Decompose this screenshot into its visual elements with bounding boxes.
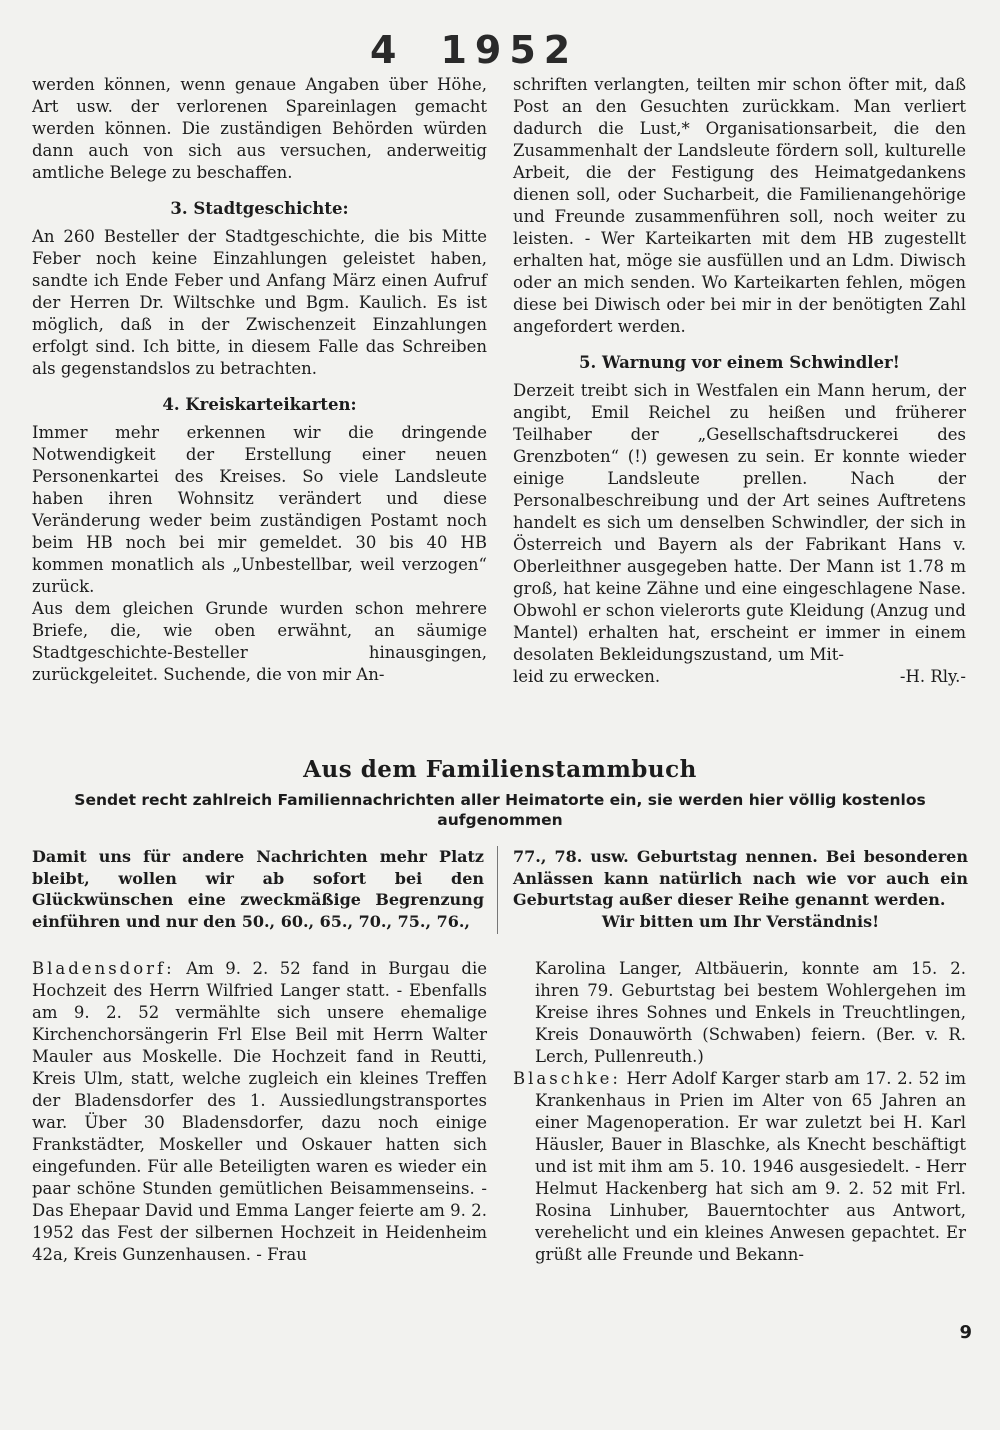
place-name-blaschke: Blaschke: <box>513 1069 621 1088</box>
entry-blaschke <box>513 1068 966 1266</box>
right-column-top <box>513 74 966 688</box>
notice-thanks: Wir bitten um Ihr Verständnis! <box>601 911 880 931</box>
column-divider <box>497 846 498 934</box>
issue-year: 1952 <box>440 28 579 72</box>
paragraph-warnung-end: leid zu erwecken. <box>513 667 661 686</box>
notice-right-text: 77., 78. usw. Geburtstag nennen. Bei besonderen Anlässen kann natürlich nach wie vor auch ein Geburtstag außer dieser Reihe genannt werden. <box>513 847 968 909</box>
notice-right <box>513 846 968 932</box>
entry-blaschke-text: Herr Adolf Karger starb am 17. 2. 52 im Krankenhaus in Prien im Alter von 65 Jahren an einer Magenoperation. Er war zuletzt bei H. Karl Häusler, Bauer in Blaschke, als Knecht beschäftigt und ist mit ihm am 5. 10. 1946 ausgesiedelt. - Herr Helmut Hackenberg hat sich am 9. 2. 52 mit Frl. Rosina Linhuber, Bauerntochter aus Antwort, verehelicht und ein kleines Anwesen gepachtet. Er grüßt alle Freunde und Bekann- <box>535 1069 966 1264</box>
place-name-bladensdorf: Bladensdorf: <box>32 959 175 978</box>
entry-continuation-langer: Karolina Langer, Altbäuerin, konnte am 15. 2. ihren 79. Geburtstag bei bestem Wohlergehen im Kreise ihres Sohnes und Enkels in Treuchtlingen, Kreis Donauwörth (Schwaben) feiern. (Ber. v. R. Lerch, Pullenreuth.) <box>535 959 966 1066</box>
paragraph-kreiskarteikarten-1: Immer mehr erkennen wir die dringende Notwendigkeit der Erstellung einer neuen Personenkartei des Kreises. So viele Landsleute haben ihren Wohnsitz verändert und diese Veränderung weder beim zuständigen Postamt noch beim HB noch bei mir gemeldet. 30 bis 40 HB kommen monatlich als „Unbestellbar, weil verzogen“ zurück. <box>32 423 487 596</box>
paragraph-warnung: Derzeit treibt sich in Westfalen ein Mann herum, der angibt, Emil Reichel zu heißen und früherer Teilhaber der „Gesellschaftsdruckerei des Grenzboten“ (!) gewesen zu sein. Er konnte wieder einige Landsleute prellen. Nach der Personalbeschreibung und der Art seines Auftretens handelt es sich um denselben Schwindler, der sich in Österreich und Bayern als der Fabrikant Hans v. Oberleithner ausgegeben hatte. Der Mann ist 1.78 m groß, hat keine Zähne und eine eingeschlagene Nase. Obwohl er schon vielerorts gute Kleidung (Anzug und Mantel) erhalten hat, erscheint er immer in einem desolaten Bekleidungszustand, um Mit- <box>513 381 966 664</box>
section-heading-warnung: 5. Warnung vor einem Schwindler! <box>579 353 900 372</box>
signature: -H. Rly.- <box>899 667 966 686</box>
left-column-top <box>32 74 487 686</box>
issue-stamp <box>370 28 600 72</box>
paragraph-continuation-left: werden können, wenn genaue Angaben über Höhe, Art usw. der verlorenen Spareinlagen gemacht werden können. Die zuständigen Behörden würden dann auch von sich aus versuchen, anderweitig amtliche Belege zu beschaffen. <box>32 75 487 182</box>
paragraph-stadtgeschichte: An 260 Besteller der Stadtgeschichte, die bis Mitte Feber noch keine Einzahlungen geleistet haben, sandte ich Ende Feber und Anfang März einen Aufruf der Herren Dr. Wiltschke und Bgm. Kaulich. Es ist möglich, daß in der Zwischenzeit Einzahlungen erfolgt sind. Ich bitte, in diesem Falle das Schreiben als gegenstandslos zu betrachten. <box>32 227 487 378</box>
issue-number: 4 <box>370 28 405 72</box>
paragraph-continuation-right: schriften verlangten, teilten mir schon öfter mit, daß Post an den Gesuchten zurückkam. Man verliert dadurch die Lust,* Organisationsarbeit, die den Zusammenhalt der Landsleute fördern soll, kulturelle Arbeit, die der Festigung des Heimatgedankens dienen soll, oder Sucharbeit, die Familienangehörige und Freunde zusammenführen soll, noch weiter zu leisten. - Wer Karteikarten mit dem HB zugestellt erhalten hat, möge sie ausfüllen und an Ldm. Diwisch oder an mich senden. Wo Karteikarten fehlen, mögen diese bei Diwisch oder bei mir in der benötigten Zahl angefordert werden. <box>513 75 966 336</box>
right-column-bottom <box>513 958 966 1266</box>
section-heading-kreiskarteikarten: 4. Kreiskarteikarten: <box>162 395 357 414</box>
section-heading-stadtgeschichte: 3. Stadtgeschichte: <box>170 199 349 218</box>
family-section-title: Aus dem Familienstammbuch <box>303 756 697 783</box>
family-section-subtitle: Sendet recht zahlreich Familiennachrichten aller Heimatorte ein, sie werden hier völlig kostenlos aufgenommen <box>74 791 926 829</box>
signature-line <box>513 666 966 688</box>
entry-bladensdorf-text: Am 9. 2. 52 fand in Burgau die Hochzeit des Herrn Wilfried Langer statt. - Ebenfalls am 9. 2. 52 vermählte sich unsere ehemalige Kirchenchorsängerin Frl Else Beil mit Herrn Walter Mauler aus Moskelle. Die Hochzeit fand in Reutti, Kreis Ulm, statt, welche zugleich ein kleines Treffen der Bladensdorfer des 1. Aussiedlungstransportes war. Über 30 Bladensdorfer, dazu noch einige Frankstädter, Moskeller und Oskauer hatten sich eingefunden. Für alle Beteiligten waren es wieder ein paar schöne Stunden gemütlichen Beisammenseins. - Das Ehepaar David und Emma Langer feierte am 9. 2. 1952 das Fest der silbernen Hochzeit in Heidenheim 42a, Kreis Gunzenhausen. - Frau <box>32 959 487 1264</box>
left-column-bottom <box>32 958 487 1266</box>
entry-bladensdorf <box>32 958 487 1266</box>
page-number: 9 <box>959 1322 972 1343</box>
paragraph-kreiskarteikarten-2: Aus dem gleichen Grunde wurden schon mehrere Briefe, die, wie oben erwähnt, an säumige Stadtgeschichte-Besteller hinausgingen, zurückgeleitet. Suchende, die von mir An- <box>32 599 487 684</box>
notice-left: Damit uns für andere Nachrichten mehr Platz bleibt, wollen wir ab sofort bei den Glückwünschen eine zweckmäßige Begrenzung einführen und nur den 50., 60., 65., 70., 75., 76., <box>32 847 484 931</box>
